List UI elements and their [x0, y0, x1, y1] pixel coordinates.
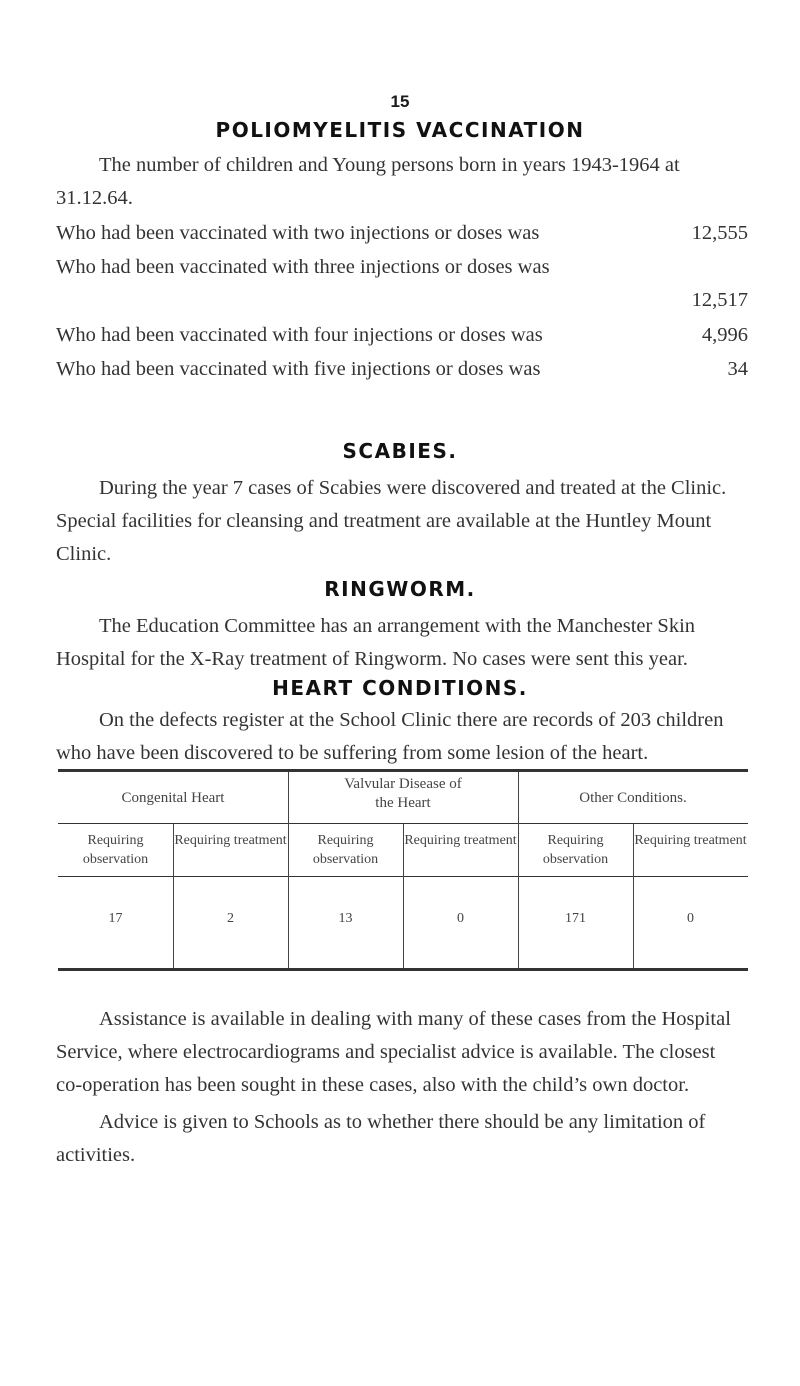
polio-row-value: 12,555 [691, 222, 748, 244]
scabies-text: During the year 7 cases of Scabies were discovered and treated at the Clinic. Special facilities for cleansing and treatment are available at the Huntley Mount Clinic. [56, 477, 727, 565]
table-group-header: Other Conditions. [579, 790, 687, 806]
table-cell: 171 [565, 911, 586, 926]
table-column-header: Requiring observation [82, 833, 149, 867]
table-top-rule [58, 769, 748, 772]
table-column-header: Requiring treatment [174, 833, 287, 848]
polio-row-label: Who had been vaccinated with two injections or doses was [56, 222, 540, 244]
heart-heading: HEART CONDITIONS. [272, 676, 528, 700]
polio-row [56, 218, 748, 248]
heart-para-2: Assistance is available in dealing with many of these cases from the Hospital Service, where electrocardiograms and specialist advice is available. The closest co-operation has been sought in these cases, also with the child’s own doctor. [56, 1008, 731, 1096]
polio-row-value: 34 [727, 358, 748, 380]
polio-intro: The number of children and Young persons born in years 1943-1964 at 31.12.64. [56, 154, 680, 209]
polio-row-value: 12,517 [691, 289, 748, 311]
ringworm-text: The Education Committee has an arrangement with the Manchester Skin Hospital for the X-Ray treatment of Ringworm. No cases were sent this year. [56, 615, 696, 670]
polio-row-value-line [56, 285, 748, 315]
table-cell: 13 [338, 911, 353, 926]
table-column-header: Requiring observation [312, 833, 379, 867]
heart-table [58, 769, 748, 971]
table-column-header: Requiring observation [542, 833, 609, 867]
polio-row-value: 4,996 [701, 324, 748, 346]
polio-row [56, 320, 748, 350]
page-number: 15 [390, 92, 410, 111]
heart-para-3: Advice is given to Schools as to whether there should be any limitation of activities. [56, 1111, 706, 1166]
scabies-heading: SCABIES. [342, 439, 458, 463]
polio-heading: POLIOMYELITIS VACCINATION [215, 118, 585, 142]
table-group-header: Congenital Heart [121, 790, 225, 806]
table-cell: 0 [687, 911, 694, 926]
table-column-header: Requiring treatment [404, 833, 517, 848]
polio-row-label: Who had been vaccinated with five injections or doses was [56, 358, 541, 380]
polio-row-label: Who had been vaccinated with three injections or doses was [56, 256, 550, 278]
table-cell: 17 [108, 911, 123, 926]
table-cell: 2 [227, 911, 234, 926]
polio-row [56, 252, 748, 282]
table-column-header: Requiring treatment [634, 833, 747, 848]
table-cell: 0 [457, 911, 464, 926]
table-bottom-rule [58, 968, 748, 971]
table-group-header: Valvular Disease of the Heart [344, 776, 462, 811]
polio-row-label: Who had been vaccinated with four injections or doses was [56, 324, 543, 346]
polio-row [56, 354, 748, 384]
ringworm-heading: RINGWORM. [324, 577, 476, 601]
heart-text: On the defects register at the School Clinic there are records of 203 children who have been discovered to be suffering from some lesion of the heart. [56, 709, 724, 764]
